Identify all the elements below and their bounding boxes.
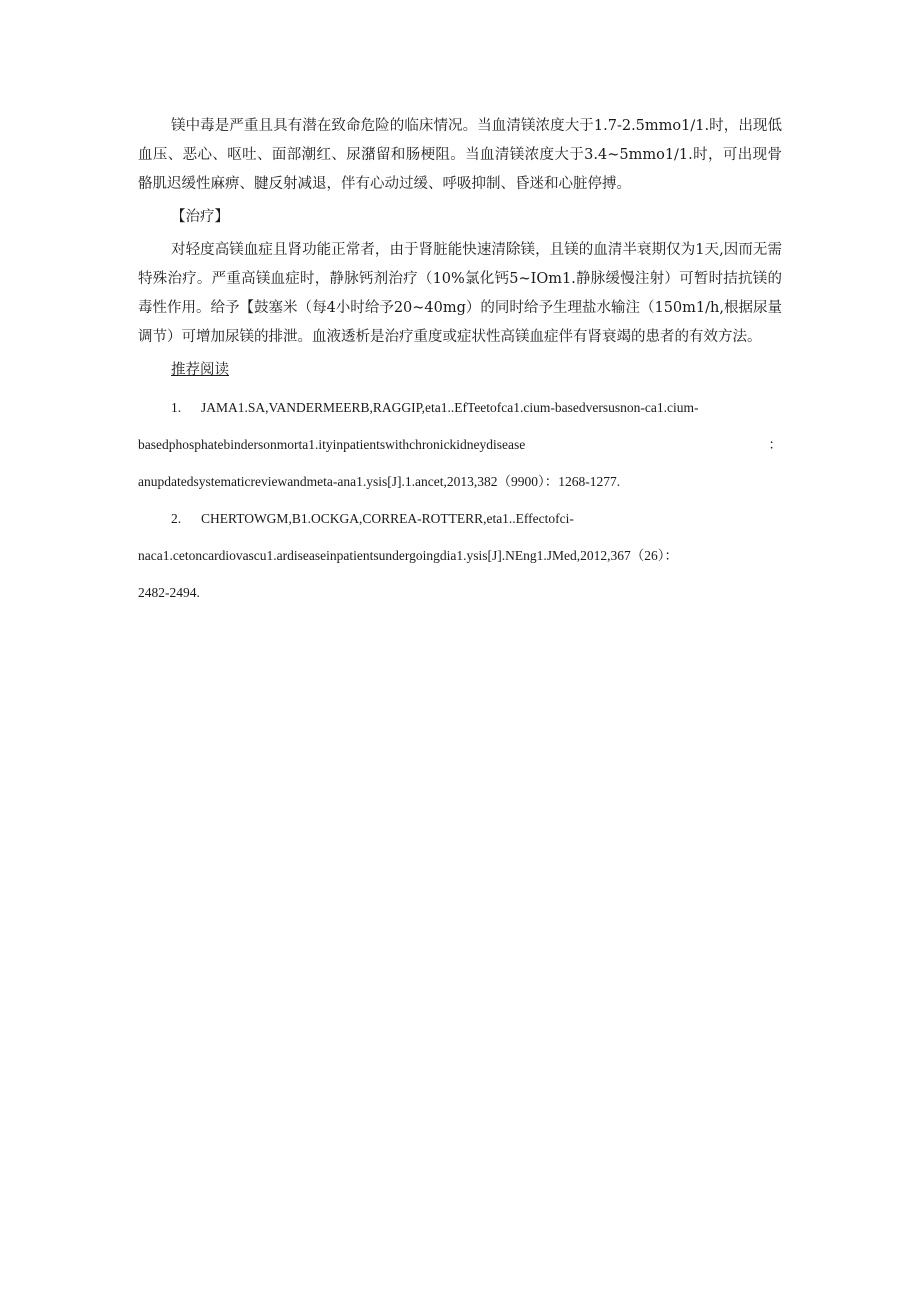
recommended-reading-label: 推荐阅读 (171, 362, 229, 378)
reference-line: naca1.cetoncardiovascu1.ardiseaseinpatientsundergoingdia1.ysis[J].NEng1.JMed,2012,367（26）： (138, 548, 678, 563)
reference-item-2 (138, 500, 782, 611)
reference-line: basedphosphatebindersonmorta1.ityinpatientswithchronickidneydisease (138, 437, 526, 452)
paragraph-treatment: 对轻度高镁血症且肾功能正常者，由于肾脏能快速清除镁，且镁的血清半衰期仅为1天,因而无需特殊治疗。严重高镁血症时，静脉钙剂治疗（10%氯化钙5~IOm1.静脉缓慢注射）可暂时拮抗镁的毒性作用。给予【鼓塞米（每4小时给予20~40mg）的同时给予生理盐水输注（150m1∕h,根据尿量调节）可增加尿镁的排泄。血液透析是治疗重度或症状性高镁血症伴有肾衰竭的患者的有效方法。 (138, 242, 782, 345)
reference-line: anupdatedsystematicreviewandmeta-ana1.ysis[J].1.ancet,2013,382（9900）：1268-1277. (138, 474, 621, 489)
section-heading-treatment: 【治疗】 (171, 209, 229, 225)
paragraph-magnesium-toxicity: 镁中毒是严重且具有潜在致命危险的临床情况。当血清镁浓度大于1.7-2.5mmo1∕1.时，出现低血压、恶心、呕吐、面部潮红、尿潴留和肠梗阻。当血清镁浓度大于3.4~5mmo1∕1.时，可出现骨骼肌迟缓性麻痹、腱反射减退，伴有心动过缓、呼吸抑制、昏迷和心脏停搏。 (138, 118, 782, 192)
reference-separator: ： (768, 437, 782, 452)
reference-item-1 (138, 389, 782, 500)
document-page (138, 112, 782, 611)
recommended-reading-link[interactable] (138, 356, 782, 385)
reference-number: 2. (171, 511, 182, 526)
reference-line: 2482-2494. (138, 585, 200, 600)
reference-line: CHERTOWGM,B1.OCKGA,CORREA-ROTTERR,eta1..Effectofci- (201, 511, 574, 526)
reference-number: 1. (171, 400, 182, 415)
reference-line: JAMA1.SA,VANDERMEERB,RAGGIP,eta1..EfTeetofca1.cium-basedversusnon-ca1.cium- (201, 400, 699, 415)
